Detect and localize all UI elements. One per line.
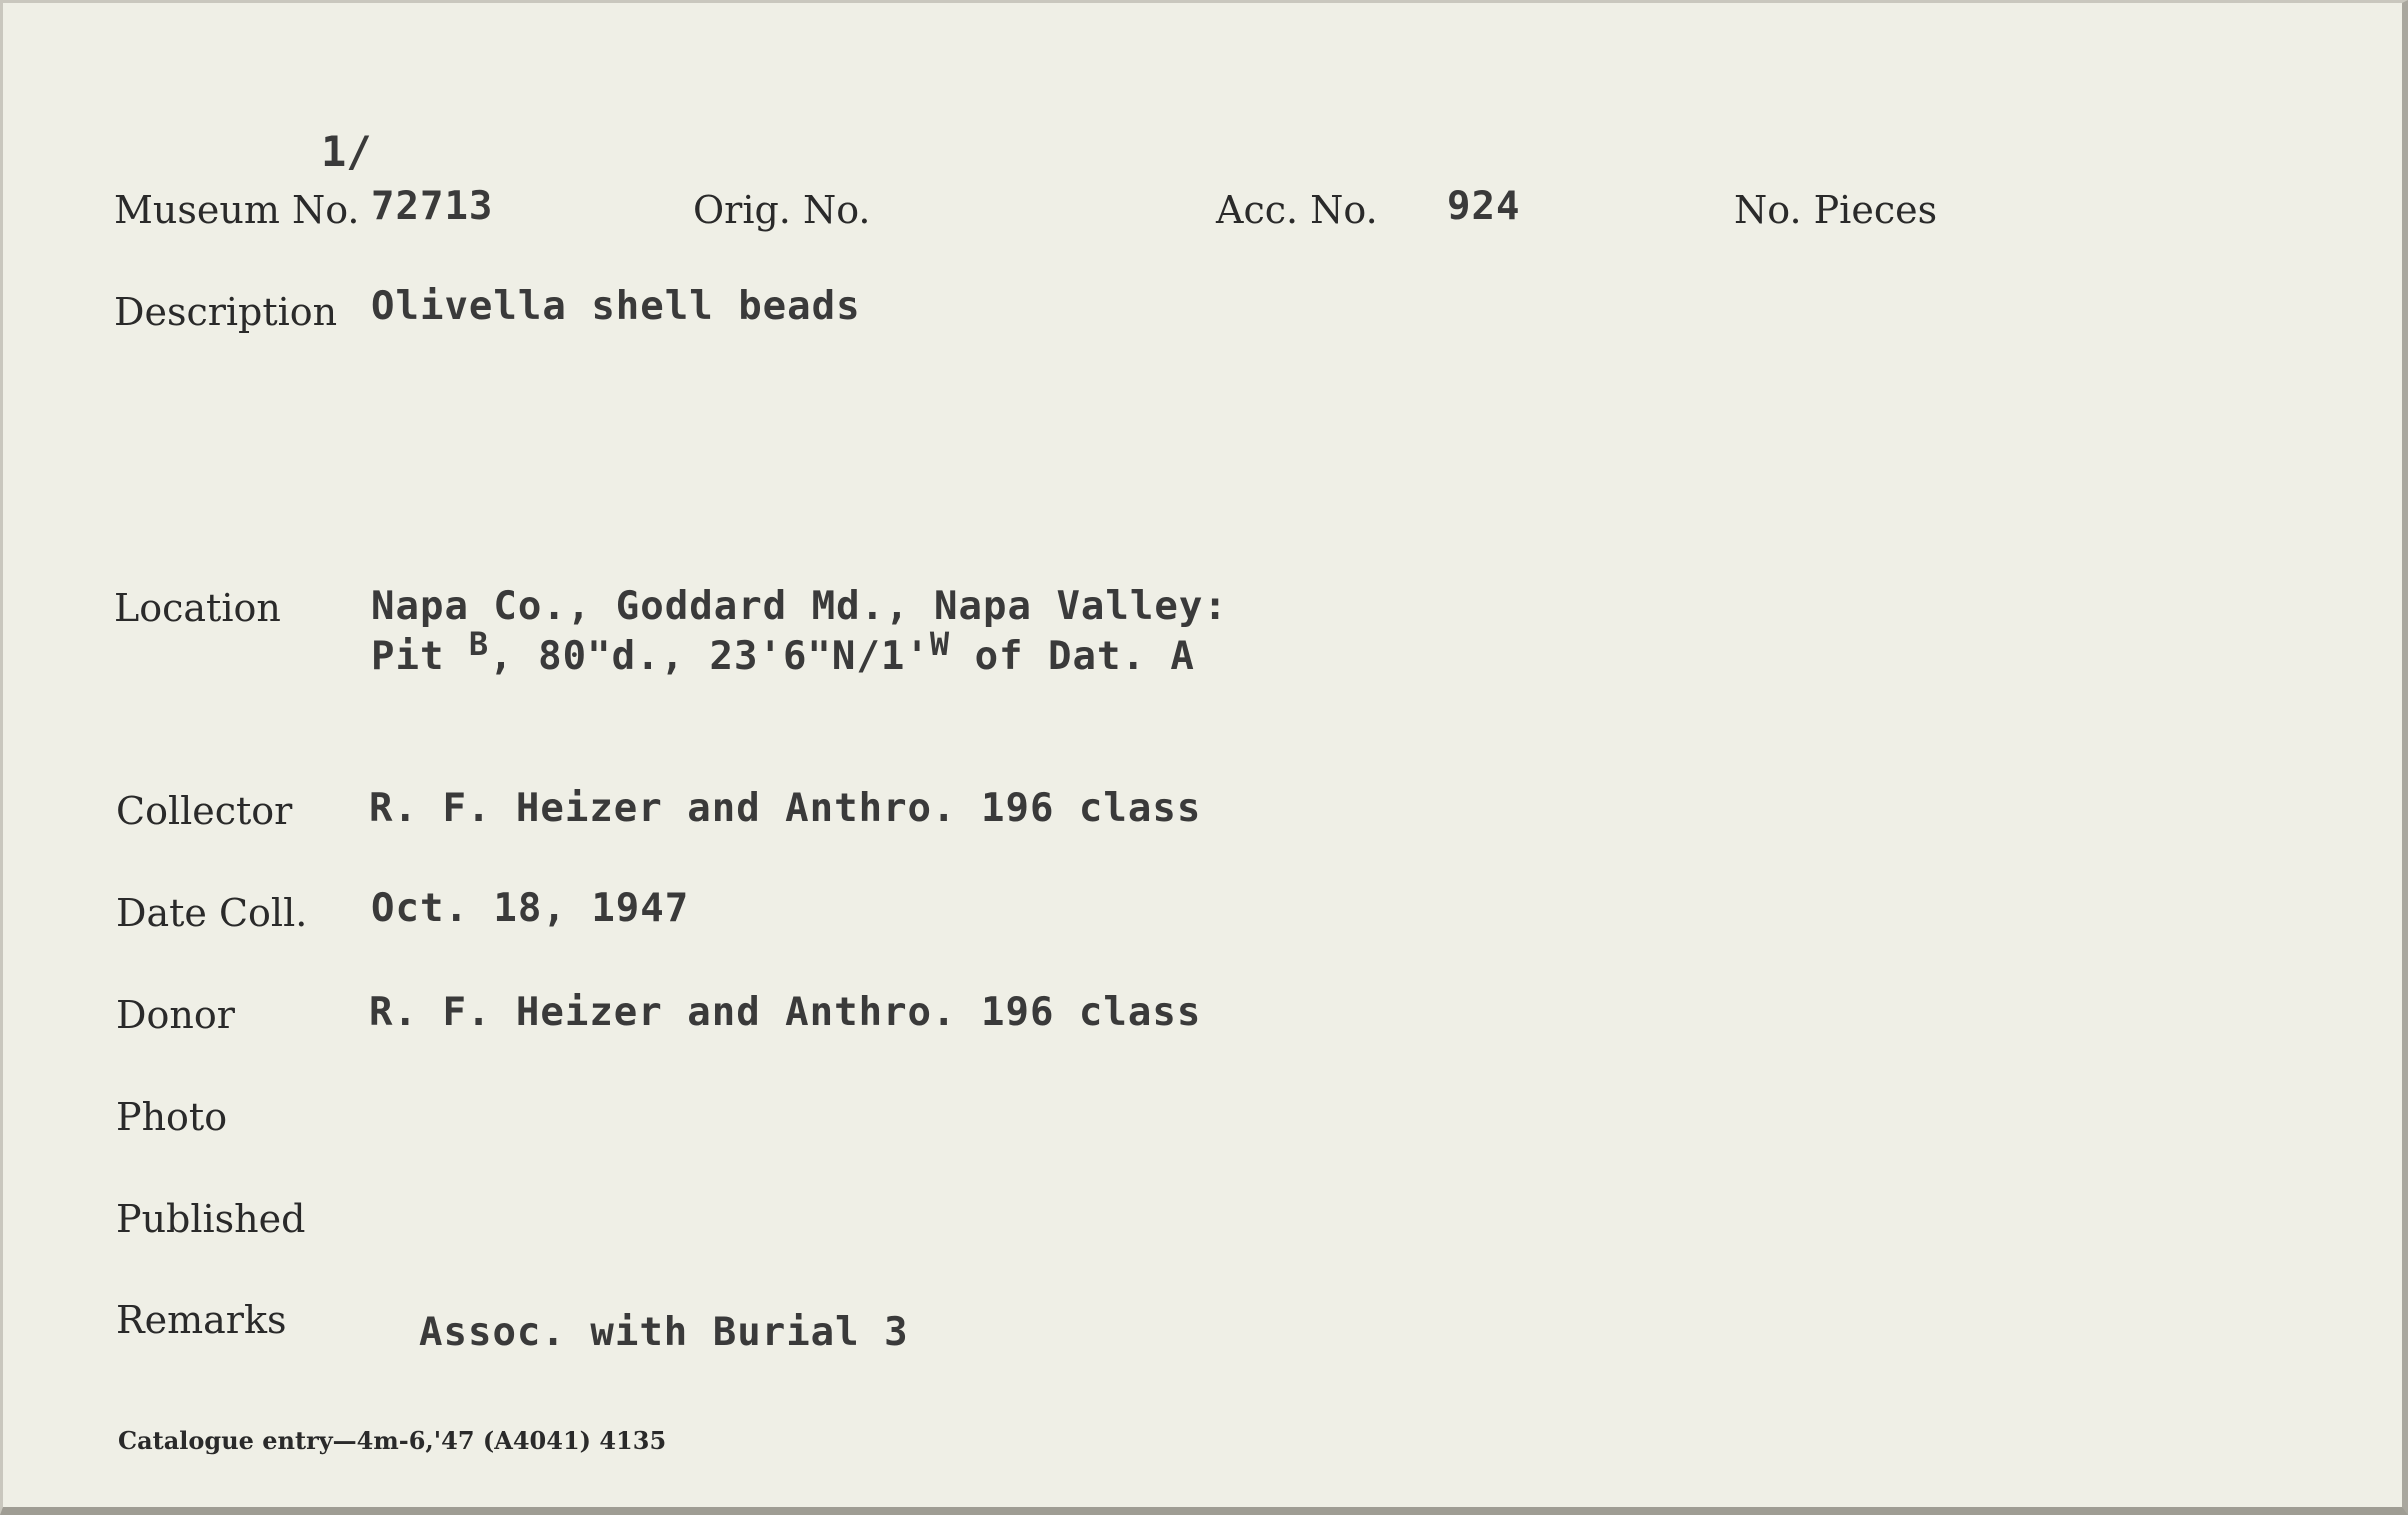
orig-no-label: Orig. No.	[693, 188, 871, 232]
museum-no-value: 72713	[371, 184, 494, 229]
location-line-2	[371, 625, 1195, 679]
acc-no-label: Acc. No.	[1216, 188, 1378, 232]
museum-no-label: Museum No.	[114, 188, 360, 232]
remarks-label: Remarks	[116, 1298, 287, 1342]
date-coll-value: Oct. 18, 1947	[371, 886, 690, 931]
no-pieces-label: No. Pieces	[1734, 188, 1938, 232]
photo-label: Photo	[116, 1095, 228, 1139]
location-label: Location	[114, 586, 281, 630]
location-line-2-sup-w: W	[929, 625, 951, 663]
description-label: Description	[114, 290, 338, 334]
description-value: Olivella shell beads	[371, 284, 861, 329]
donor-label: Donor	[116, 993, 235, 1037]
location-line-2-sup-b: B	[468, 625, 490, 663]
collector-value: R. F. Heizer and Anthro. 196 class	[369, 786, 1202, 831]
remarks-value: Assoc. with Burial 3	[419, 1310, 909, 1355]
location-line-2-part-a: Pit	[371, 634, 469, 679]
date-coll-label: Date Coll.	[116, 891, 308, 935]
location-line-2-part-b: , 80"d., 23'6"N/1'	[489, 634, 930, 679]
published-label: Published	[116, 1197, 306, 1241]
museum-no-fraction: 1/	[321, 127, 372, 176]
location-line-2-part-c: of Dat. A	[950, 634, 1195, 679]
donor-value: R. F. Heizer and Anthro. 196 class	[369, 990, 1202, 1035]
collector-label: Collector	[116, 789, 293, 833]
location-line-1: Napa Co., Goddard Md., Napa Valley:	[371, 584, 1228, 629]
catalogue-entry-footer: Catalogue entry—4m-6,'47 (A4041) 4135	[118, 1426, 667, 1455]
acc-no-value: 924	[1447, 184, 1521, 229]
